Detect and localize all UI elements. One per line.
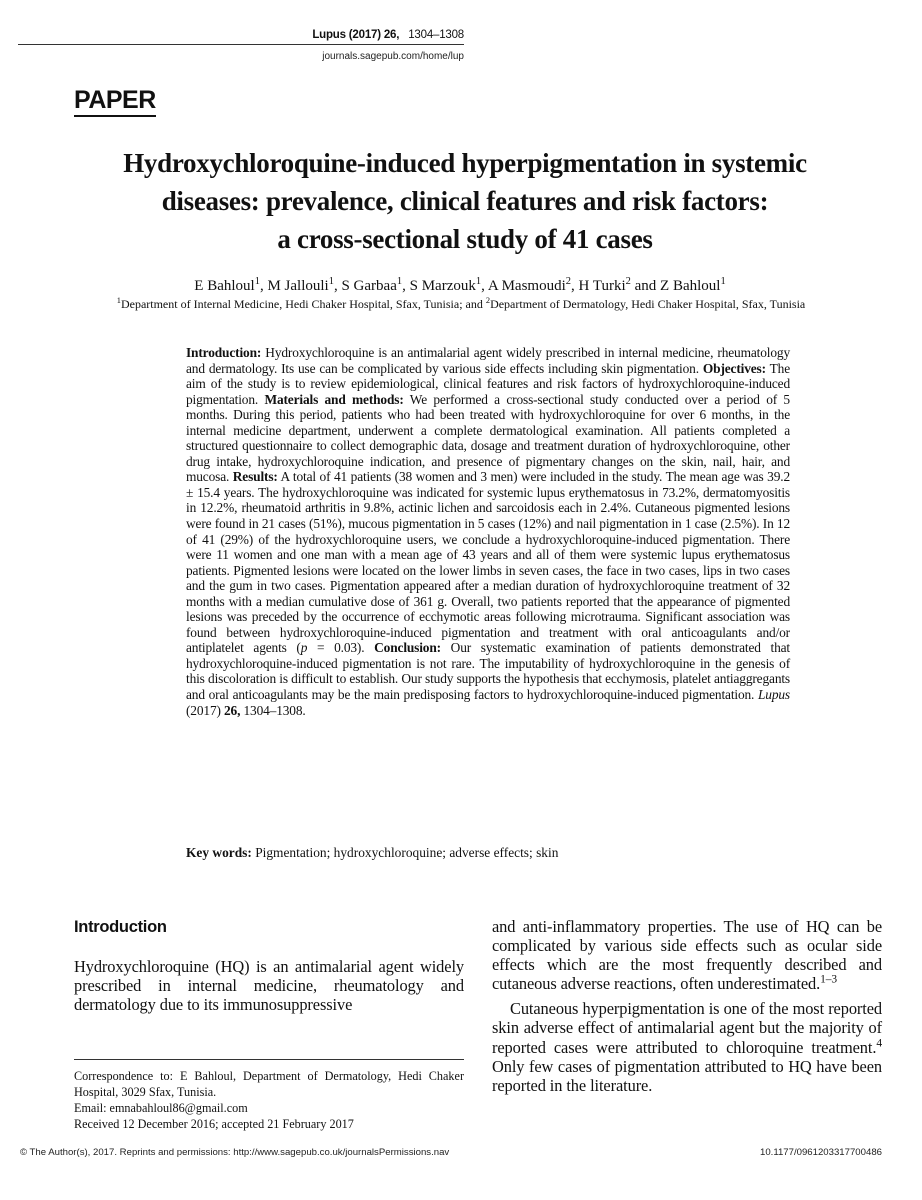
received-accepted-dates: Received 12 December 2016; accepted 21 February 2017 <box>74 1117 354 1131</box>
introduction-heading: Introduction <box>74 918 167 936</box>
abstract-results-text: A total of 41 patients (38 women and 3 men) were included in the study. The mean age was 39.2 ± 15.4 years. The hydroxychloroquine was indicated for systemic lupus erythematosus in 73.2%, dermatomyositis in 12.2%, rheumatoid arthritis in 9.8%, actinic lichen and sarcoidosis each in 2.4%. Cutaneous pigmented lesions were found in 21 cases (51%), mucous pigmentation in 5 cases (12%) and nail pigmentation in 1 case (2.5%). In 12 of 41 (29%) of the hydroxychloroquine users, we conclude a hydroxychloroquine-induced pigmentation. There were 11 women and one man with a mean age of 43 years and all of them were systemic lupus erythematosus patients. Pigmented lesions were located on the lower limbs in seven cases, the face in two cases, lips in two cases and the gum in two cases. Pigmentation appeared after a median duration of hydroxychloroquine treatment of 32 months with a median cumulative dose of 361 g. Overall, two patients reported that the appearance of pigmented lesions was preceded by the occurrence of ecchymotic areas following microtrauma. Significant association was found between hydroxychloroquine-induced pigmentation and treatment with oral anticoagulants and/or antiplatelet agents ( <box>186 469 790 656</box>
abstract-cite-pages: 1304–1308. <box>240 702 306 718</box>
affiliation-internal-medicine: Department of Internal Medicine, Hedi Chaker Hospital, Sfax, Tunisia; and <box>120 297 486 311</box>
abstract-results-text-end: = 0.03). <box>307 640 375 656</box>
journal-url[interactable]: journals.sagepub.com/home/lup <box>322 51 464 62</box>
author-affiliation-marker: 1 <box>475 276 482 287</box>
reference-marker[interactable]: 4 <box>876 1037 882 1050</box>
author: H Turki <box>578 278 626 294</box>
introduction-paragraph-1: Hydroxychloroquine (HQ) is an antimalarial agent widely prescribed in internal medicine, rheumatology and dermatology due to its immunosuppressive <box>74 957 464 1015</box>
author-affiliation-marker: 1 <box>328 276 334 287</box>
reference-marker[interactable]: 1–3 <box>820 973 838 986</box>
author: S Garbaa <box>341 278 397 294</box>
body-column-left <box>74 917 464 1014</box>
author-affiliation-marker: 1 <box>720 276 726 287</box>
journal-citation: Lupus (2017) 26, <box>312 29 400 41</box>
affiliation-marker: 1 <box>116 296 121 305</box>
author-affiliation-marker: 1 <box>254 276 260 287</box>
keywords <box>186 845 790 861</box>
abstract <box>186 345 790 718</box>
title-line-3: a cross-sectional study of 41 cases <box>277 224 653 254</box>
abstract-methods-text: We performed a cross-sectional study conducted over a period of 5 months. During this period, patients who had been treated with hydroxychloroquine for over 6 months, in the internal medicine department, underwent a complete dermatological examination. All patients completed a structured questionnaire to collect demographic data, dosage and treatment duration of hydroxychloroquine, other drug intake, hydroxychloroquine indication, and presence of pigmentary changes on the skin, nail, hair, and mucosa. <box>186 391 790 485</box>
introduction-paragraph-1-continued <box>492 917 882 993</box>
authors-conjunction: and <box>634 278 657 294</box>
author: S Marzouk <box>409 278 476 294</box>
correspondence-address: Correspondence to: E Bahloul, Department of Dermatology, Hedi Chaker Hospital, 3029 Sfax, Tunisia. <box>74 1069 464 1099</box>
doi[interactable]: 10.1177/0961203317700486 <box>759 1147 882 1158</box>
keywords-list: Pigmentation; hydroxychloroquine; adverse effects; skin <box>251 845 559 860</box>
abstract-p-value-symbol: p <box>300 640 308 656</box>
section-label: PAPER <box>74 86 156 117</box>
author-affiliation-marker: 2 <box>565 276 571 287</box>
introduction-paragraph-2-text: Cutaneous hyperpigmentation is one of the most reported skin adverse effect of antimalarial agent but the majority of reported cases were attributed to chloroquine treatment. <box>492 999 882 1057</box>
affiliation-dermatology: Department of Dermatology, Hedi Chaker Hospital, Sfax, Tunisia <box>490 297 806 311</box>
affiliation-marker: 2 <box>485 296 491 305</box>
page-range: 1304–1308 <box>408 29 464 41</box>
abstract-cite-journal: Lupus <box>758 687 790 703</box>
abstract-conclusion-text: Our systematic examination of patients demonstrated that hydroxychloroquine-induced pigmentation is not rare. The imputability of hydroxychloroquine in the genesis of this discoloration is difficult to establish. Our study supports the hypothesis that ecchymosis, platelet antiaggregants and oral anticoagulants may be the main predisposing factors to hydroxychloroquine-induced pigmentation. <box>186 640 790 703</box>
keywords-label: Key words: <box>186 845 252 860</box>
abstract-methods-label: Materials and methods: <box>264 391 404 407</box>
abstract-cite-volume: 26, <box>224 702 241 718</box>
abstract-objectives-label: Objectives: <box>702 360 766 376</box>
abstract-intro-label: Introduction: <box>186 345 262 360</box>
introduction-paragraph-2 <box>492 999 882 1094</box>
abstract-results-label: Results: <box>232 469 278 485</box>
copyright-notice: © The Author(s), 2017. Reprints and permissions: http://www.sagepub.co.uk/journalsPermissions.nav <box>20 1147 450 1158</box>
author: A Masmoudi <box>487 278 566 294</box>
paper-title <box>70 144 860 258</box>
abstract-cite-year: (2017) <box>186 702 224 718</box>
abstract-conclusion-label: Conclusion: <box>374 640 441 656</box>
author: Z Bahloul <box>660 278 721 294</box>
affiliations <box>10 297 912 312</box>
author-list: E Bahloul$^1$, M Jallouli$^1$, S Garbaa$^1$, S Marzouk$^1$, A Masmoudi$^2$, H Turki$^2$ and Z Bahloul$^1$ <box>194 276 726 294</box>
author: M Jallouli <box>267 278 329 294</box>
abstract-objectives-text: The aim of the study is to review epidemiological, clinical features and risk factors of hydroxychloroquine-induced pigmentation. <box>186 360 791 407</box>
title-line-2: diseases: prevalence, clinical features and risk factors: <box>161 186 769 216</box>
correspondence-email[interactable]: Email: emnabahloul86@gmail.com <box>74 1101 248 1115</box>
abstract-intro-text: Hydroxychloroquine is an antimalarial agent widely prescribed in internal medicine, rheumatology and dermatology. Its use can be complicated by various side effects including skin pigmentation. <box>186 345 790 376</box>
author-affiliation-marker: 1 <box>396 276 403 287</box>
introduction-paragraph-1-continued-text: and anti-inflammatory properties. The use of HQ can be complicated by various side effects such as ocular side effects which are the most frequently described and cutaneous adverse reactions, often underestimated. <box>492 917 882 994</box>
correspondence-footnote <box>74 1068 464 1132</box>
author: E Bahloul <box>194 278 255 294</box>
author-affiliation-marker: 2 <box>625 276 631 287</box>
running-head <box>18 28 464 45</box>
body-column-right <box>492 917 882 1095</box>
introduction-paragraph-2-text-end: Only few cases of pigmentation attributed to HQ have been reported in the literature. <box>492 1056 882 1095</box>
title-line-1: Hydroxychloroquine-induced hyperpigmentation in systemic <box>123 148 807 178</box>
footnote-divider <box>74 1059 464 1060</box>
